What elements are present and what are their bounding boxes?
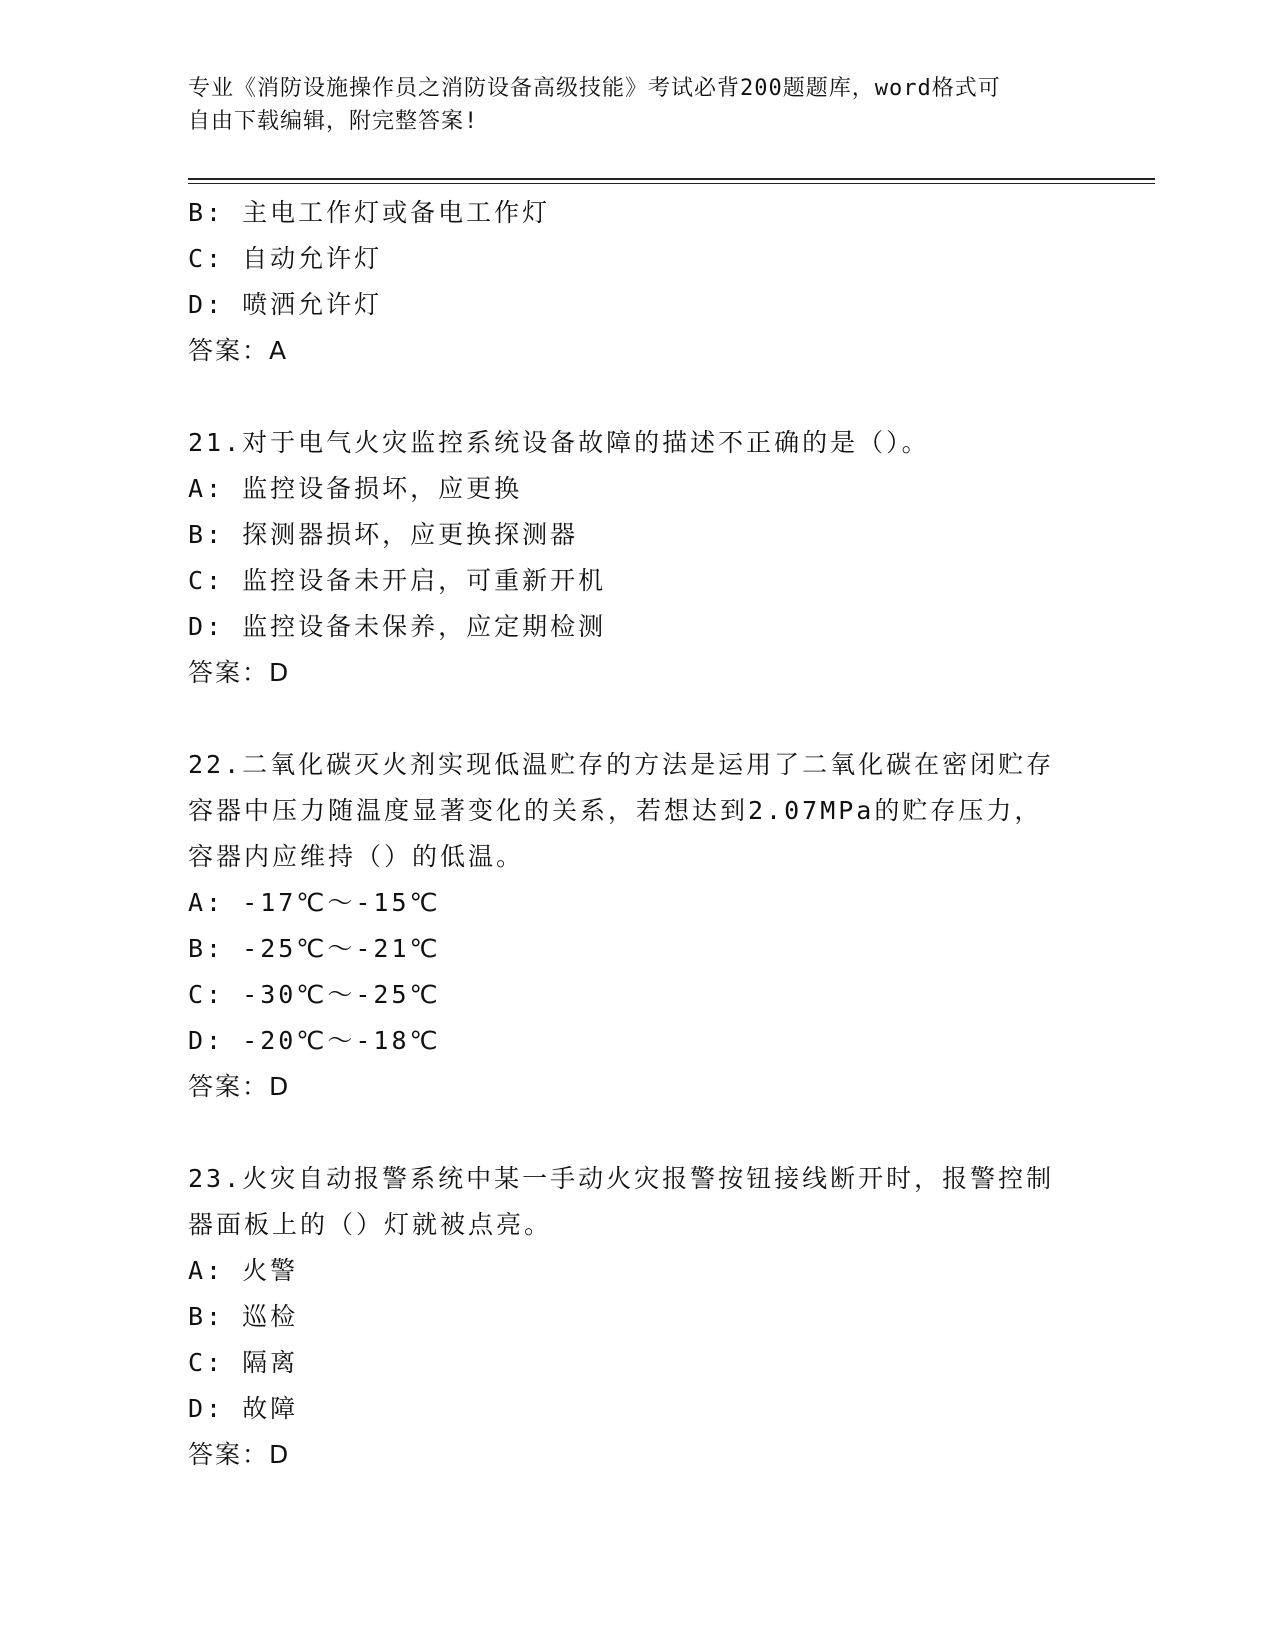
header-rule-thin	[188, 183, 1155, 184]
header-rule-thick	[188, 178, 1155, 180]
question-21	[188, 420, 1088, 696]
option-c: C: 监控设备未开启，可重新开机	[188, 566, 607, 595]
question-stem: 容器内应维持（）的低温。	[188, 842, 525, 871]
question-stem: 23.火灾自动报警系统中某一手动火灾报警按钮接线断开时，报警控制	[188, 1164, 1055, 1193]
answer-line: 答案：D	[188, 658, 291, 687]
option-b: B: 主电工作灯或备电工作灯	[188, 198, 551, 227]
option-c: C: -30℃～-25℃	[188, 980, 441, 1009]
answer-line: 答案：D	[188, 1072, 291, 1101]
option-a: A: -17℃～-15℃	[188, 888, 441, 917]
option-d: D: 监控设备未保养，应定期检测	[188, 612, 607, 641]
answer-line: 答案：D	[188, 1440, 291, 1469]
option-d: D: 喷洒允许灯	[188, 290, 383, 319]
question-stem: 器面板上的（）灯就被点亮。	[188, 1210, 553, 1239]
option-a: A: 火警	[188, 1256, 299, 1285]
question-stem: 21.对于电气火灾监控系统设备故障的描述不正确的是（）。	[188, 428, 930, 457]
option-c: C: 自动允许灯	[188, 244, 383, 273]
answer-line: 答案：A	[188, 336, 289, 365]
question-stem: 22.二氧化碳灭火剂实现低温贮存的方法是运用了二氧化碳在密闭贮存	[188, 750, 1055, 779]
question-20-continued	[188, 190, 1088, 374]
question-22	[188, 742, 1088, 1110]
question-23	[188, 1156, 1088, 1478]
question-content	[188, 190, 1088, 1478]
option-b: B: 探测器损坏，应更换探测器	[188, 520, 579, 549]
document-header	[188, 72, 1088, 138]
option-a: A: 监控设备损坏，应更换	[188, 474, 523, 503]
header-line-1: 专业《消防设施操作员之消防设备高级技能》考试必背200题题库，word格式可	[188, 76, 1001, 101]
option-d: D: -20℃～-18℃	[188, 1026, 441, 1055]
header-line-2: 自由下载编辑，附完整答案!	[188, 109, 479, 134]
option-b: B: -25℃～-21℃	[188, 934, 441, 963]
option-d: D: 故障	[188, 1394, 299, 1423]
option-b: B: 巡检	[188, 1302, 299, 1331]
question-stem: 容器中压力随温度显著变化的关系，若想达到2.07MPa的贮存压力，	[188, 796, 1043, 825]
option-c: C: 隔离	[188, 1348, 299, 1377]
